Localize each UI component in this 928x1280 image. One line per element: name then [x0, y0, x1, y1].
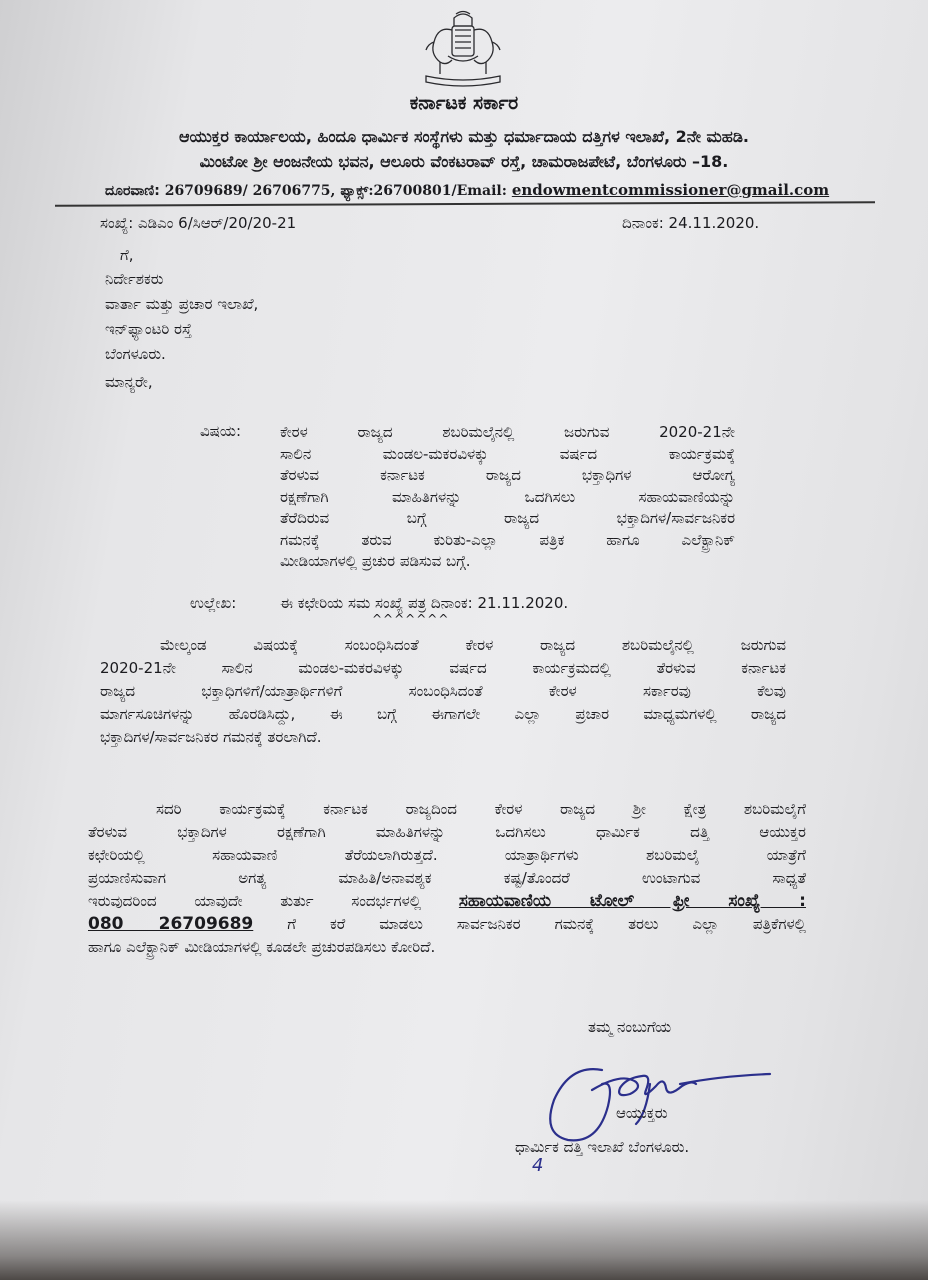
paragraph-2-text: ಗೆ ಕರೆ ಮಾಡಲು ಸಾರ್ವಜನಿಕರ ಗಮನಕ್ಕೆ ತರಲು ಎಲ್ಲಾ ಪತ್ರಿಕೆಗಳಲ್ಲಿ — [287, 915, 806, 933]
paragraph-2-text: ಇರುವುದರಿಂದ ಯಾವುದೇ ತುರ್ತು ಸಂದರ್ಭಗಳಲ್ಲಿ — [88, 892, 422, 910]
government-title: ಕರ್ನಾಟಕ ಸರ್ಕಾರ — [409, 92, 519, 114]
subject-line: ಕೇರಳ ರಾಜ್ಯದ ಶಬರಿಮಲೈನಲ್ಲಿ ಜರುಗುವ 2020-21ನೇ — [280, 423, 735, 441]
recipient-line4: ಬೆಂಗಳೂರು. — [105, 345, 166, 363]
paragraph-1-line: ರಾಜ್ಯದ ಭಕ್ತಾಧಿಗಳಿಗೆ/ಯಾತ್ರಾರ್ಥಿಗಳಿಗೆ ಸಂಬಂಧಿಸಿದಂತೆ ಕೇರಳ ಸರ್ಕಾರವು ಕೆಲವು — [100, 682, 786, 700]
reference-text: ಈ ಕಛೇರಿಯ ಸಮ ಸಂಖ್ಯೆ ಪತ್ರ ದಿನಾಂಕ: 21.11.2020. — [280, 594, 569, 612]
fax-value: :26700801/ — [368, 183, 457, 199]
designation-text: ಆಯುಕ್ತರು — [616, 1104, 668, 1122]
subject-line: ತೆರೆದಿರುವ ಬಗ್ಗೆ ರಾಜ್ಯದ ಭಕ್ತಾದಿಗಳ/ಸಾರ್ವಜನಿಕರ — [280, 509, 735, 527]
reference-label: ಉಲ್ಲೇಖ: — [190, 594, 237, 612]
paragraph-1 — [100, 634, 786, 749]
contact-line — [105, 181, 829, 199]
paragraph-1-line: ಭಕ್ತಾದಿಗಳ/ಸಾರ್ವಜನಿಕರ ಗಮನಕ್ಕೆ ತರಲಾಗಿದೆ. — [100, 728, 322, 746]
paragraph-2-line — [88, 913, 806, 936]
office-address-line1: ಆಯುಕ್ತರ ಕಾರ್ಯಾಲಯ, ಹಿಂದೂ ಧಾರ್ಮಿಕ ಸಂಸ್ಥೆಗಳು ಮತ್ತು ಧರ್ಮಾದಾಯ ದತ್ತಿಗಳ ಇಲಾಖೆ, 2ನೇ ಮಹಡಿ. — [179, 127, 749, 146]
recipient-line3: ಇನ್‌ಫ್ಯಾಂಟರಿ ರಸ್ತೆ — [105, 320, 192, 338]
paragraph-1-line: ಮೇಲ್ಕಂಡ ವಿಷಯಕ್ಕೆ ಸಂಬಂಧಿಸಿದಂತೆ ಕೇರಳ ರಾಜ್ಯದ ಶಬರಿಮಲೈನಲ್ಲಿ ಜರುಗುವ — [160, 636, 786, 654]
subject-line: ಮೀಡಿಯಾಗಳಲ್ಲಿ ಪ್ರಚುರ ಪಡಿಸುವ ಬಗ್ಗೆ. — [280, 552, 471, 570]
helpline-number: 080 26709689 — [88, 914, 254, 934]
reference-number: ಸಂಖ್ಯೆ: ಎಡಿಎಂ 6/ಸಿಆರ್/20/20-21 — [100, 214, 297, 232]
subject-text — [280, 422, 735, 573]
paragraph-2-line: ಸದರಿ ಕಾರ್ಯಕ್ರಮಕ್ಕೆ ಕರ್ನಾಟಕ ರಾಜ್ಯದಿಂದ ಕೇರಳ ರಾಜ್ಯದ ಶ್ರೀ ಕ್ಷೇತ್ರ ಶಬರಿಮಲೈಗೆ — [156, 800, 806, 818]
phone-value: 26709689/ 26706775, — [164, 183, 336, 199]
state-emblem-icon — [420, 10, 506, 90]
paragraph-2 — [88, 798, 806, 959]
subject-line: ರಕ್ಷಣೆಗಾಗಿ ಮಾಹಿತಿಗಳನ್ನು ಒದಗಿಸಲು ಸಹಾಯವಾಣಿಯನ್ನು — [280, 487, 735, 506]
fax-label: ಫ್ಯಾಕ್ಸ್ — [340, 183, 369, 199]
phone-label: ದೂರವಾಣಿ: — [105, 183, 160, 199]
paragraph-2-line: ಹಾಗೂ ಎಲೆಕ್ಟ್ರಾನಿಕ್ ಮೀಡಿಯಾಗಳಲ್ಲಿ ಕೂಡಲೇ ಪ್ರಚುರಪಡಿಸಲು ಕೋರಿದೆ. — [88, 938, 436, 956]
handwritten-mark: 4 — [532, 1155, 544, 1176]
reference-underline-carets: ^^^^^^^ — [372, 612, 450, 626]
recipient-line1: ನಿರ್ದೇಶಕರು — [105, 270, 164, 288]
paragraph-2-line: ತೆರಳುವ ಭಕ್ತಾದಿಗಳ ರಕ್ಷಣೆಗಾಗಿ ಮಾಹಿತಿಗಳನ್ನು ಒದಗಿಸಲು ಧಾರ್ಮಿಕ ದತ್ತಿ ಆಯುಕ್ತರ — [88, 823, 806, 841]
paragraph-2-line — [88, 890, 806, 913]
closing-department: ಧಾರ್ಮಿಕ ದತ್ತಿ ಇಲಾಖೆ ಬೆಂಗಳೂರು. — [515, 1138, 690, 1156]
letter-date: ದಿನಾಂಕ: 24.11.2020. — [622, 214, 760, 232]
email-link[interactable]: endowmentcommissioner@gmail.com — [511, 181, 830, 199]
office-address-line2: ಮಿಂಟೋ ಶ್ರೀ ಆಂಜನೇಯ ಭವನ, ಆಲೂರು ವೆಂಕಟರಾವ್ ರಸ್ತೆ, ಚಾಮರಾಜಪೇಟೆ, ಬೆಂಗಳೂರು –18. — [199, 152, 729, 171]
header-divider — [55, 201, 875, 207]
subject-line: ತೆರಳುವ ಕರ್ನಾಟಕ ರಾಜ್ಯದ ಭಕ್ತಾಧಿಗಳ ಆರೋಗ್ಯ — [280, 466, 735, 484]
subject-label: ವಿಷಯ: — [200, 422, 241, 440]
paragraph-2-line: ಕಛೇರಿಯಲ್ಲಿ ಸಹಾಯವಾಣಿ ತೆರೆಯಲಾಗಿರುತ್ತದೆ. ಯಾತ್ರಾರ್ಥಿಗಳು ಶಬರಿಮಲೈ ಯಾತ್ರೆಗೆ — [88, 846, 806, 864]
recipient-line2: ವಾರ್ತಾ ಮತ್ತು ಪ್ರಚಾರ ಇಲಾಖೆ, — [105, 295, 259, 313]
subject-line: ಸಾಲಿನ ಮಂಡಲ-ಮಕರವಿಳಕ್ಕು ವರ್ಷದ ಕಾರ್ಯಕ್ರಮಕ್ಕೆ — [280, 444, 735, 463]
paragraph-1-line: ಮಾರ್ಗಸೂಚಿಗಳನ್ನು ಹೊರಡಿಸಿದ್ದು, ಈ ಬಗ್ಗೆ ಈಗಾಗಲೇ ಎಲ್ಲಾ ಪ್ರಚಾರ ಮಾಧ್ಯಮಗಳಲ್ಲಿ ರಾಜ್ಯದ — [100, 705, 786, 723]
photo-shadow — [0, 1200, 928, 1280]
paragraph-2-line: ಪ್ರಯಾಣಿಸುವಾಗ ಅಗತ್ಯ ಮಾಹಿತಿ/ಅನಾವಶ್ಯಕ ಕಷ್ಟ/ತೊಂದರೆ ಉಂಟಾಗುವ ಸಾಧ್ಯತೆ — [88, 869, 806, 887]
email-label: Email: — [456, 183, 507, 199]
recipient-to: ಗೆ, — [120, 246, 134, 264]
paragraph-1-line: 2020-21ನೇ ಸಾಲಿನ ಮಂಡಲ-ಮಕರವಿಳಕ್ಕು ವರ್ಷದ ಕಾರ್ಯಕ್ರಮದಲ್ಲಿ ತೆರಳುವ ಕರ್ನಾಟಕ — [100, 659, 786, 677]
salutation: ಮಾನ್ಯರೇ, — [105, 373, 153, 391]
helpline-heading: ಸಹಾಯವಾಣಿಯ ಟೋಲ್ ಫ್ರೀ ಸಂಖ್ಯೆ : — [458, 891, 806, 911]
subject-line: ಗಮನಕ್ಕೆ ತರುವ ಕುರಿತು-ಎಲ್ಲಾ ಪತ್ರಿಕ ಹಾಗೂ ಎಲೆಕ್ಟ್ರಾನಿಕ್ — [280, 530, 735, 549]
closing-yours: ತಮ್ಮ ನಂಬುಗೆಯ — [588, 1018, 672, 1036]
